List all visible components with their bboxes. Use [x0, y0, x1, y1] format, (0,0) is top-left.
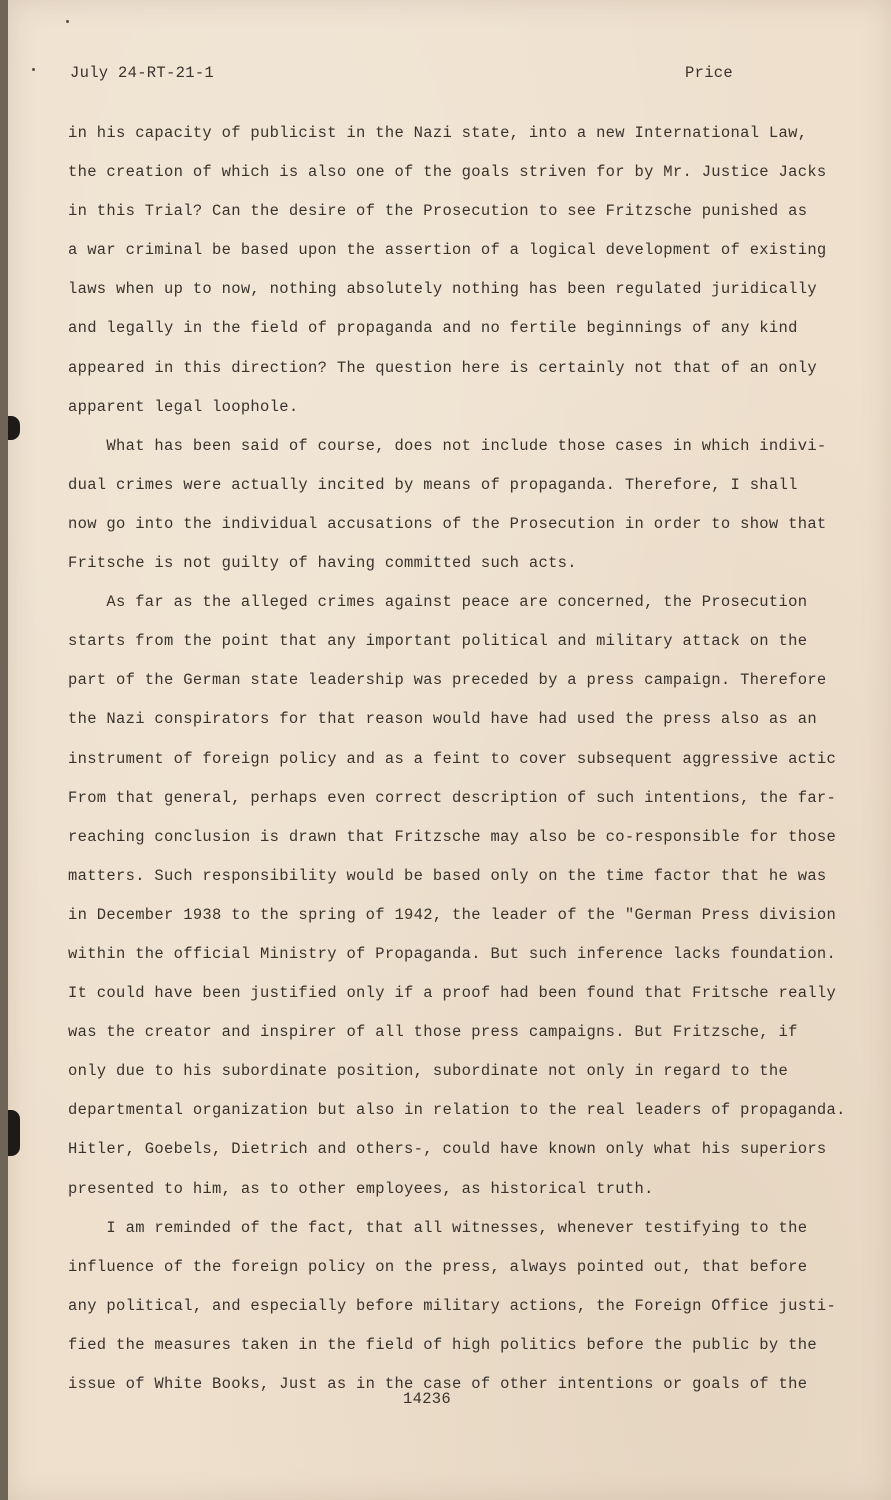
text-line: I am reminded of the fact, that all witnesses, whenever testifying to the	[68, 1218, 808, 1237]
text-line: any political, and especially before military actions, the Foreign Office justi-	[68, 1296, 837, 1315]
text-line: the Nazi conspirators for that reason would have had used the press also as an	[68, 710, 817, 729]
text-line: and legally in the field of propaganda and no fertile beginnings of any kind	[68, 319, 798, 338]
text-line: the creation of which is also one of the goals striven for by Mr. Justice Jacks	[68, 163, 827, 182]
text-line: part of the German state leadership was preceded by a press campaign. Therefore	[68, 671, 827, 690]
text-line: laws when up to now, nothing absolutely nothing has been regulated juridically	[68, 280, 817, 299]
text-line: issue of White Books, Just as in the case of other intentions or goals of the	[68, 1375, 808, 1393]
text-line: departmental organization but also in relation to the real leaders of propaganda.	[68, 1101, 846, 1120]
document-reference: July 24-RT-21-1	[70, 64, 215, 82]
text-line: apparent legal loophole.	[68, 397, 299, 416]
text-line: in December 1938 to the spring of 1942, the leader of the "German Press division	[68, 905, 837, 924]
text-line: As far as the alleged crimes against peace are concerned, the Prosecution	[68, 593, 808, 612]
text-line: was the creator and inspirer of all those press campaigns. But Fritzsche, if	[68, 1023, 798, 1042]
text-line: starts from the point that any important political and military attack on the	[68, 632, 808, 651]
text-line: fied the measures taken in the field of high politics before the public by the	[68, 1335, 817, 1354]
text-line: matters. Such responsibility would be based only on the time factor that he was	[68, 866, 827, 885]
text-line: What has been said of course, does not include those cases in which indivi-	[68, 436, 827, 455]
ink-speck	[66, 20, 69, 23]
text-line: presented to him, as to other employees, as historical truth.	[68, 1179, 654, 1198]
text-line: reaching conclusion is drawn that Fritzsche may also be co-responsible for those	[68, 827, 837, 846]
document-page	[8, 0, 891, 1500]
text-line: now go into the individual accusations of the Prosecution in order to show that	[68, 514, 827, 533]
text-line: in his capacity of publicist in the Nazi state, into a new International Law,	[68, 124, 808, 142]
text-line: appeared in this direction? The question here is certainly not that of an only	[68, 358, 817, 377]
page-number: 14236	[403, 1390, 452, 1408]
text-line: only due to his subordinate position, subordinate not only in regard to the	[68, 1062, 789, 1081]
body-text	[68, 121, 848, 1411]
speaker-name: Price	[685, 64, 734, 82]
ink-speck	[32, 68, 35, 71]
text-line: dual crimes were actually incited by means of propaganda. Therefore, I shall	[68, 475, 798, 494]
text-line: within the official Ministry of Propaganda. But such inference lacks foundation.	[68, 944, 837, 963]
text-line: in this Trial? Can the desire of the Prosecution to see Fritzsche punished as	[68, 202, 808, 221]
text-line: It could have been justified only if a proof had been found that Fritsche really	[68, 984, 837, 1003]
text-line: From that general, perhaps even correct description of such intentions, the far-	[68, 788, 837, 807]
text-line: instrument of foreign policy and as a feint to cover subsequent aggressive actic	[68, 749, 837, 768]
punch-hole-lower	[8, 1110, 20, 1156]
text-line: Fritsche is not guilty of having committed such acts.	[68, 554, 577, 573]
punch-hole-upper	[8, 416, 20, 440]
text-line: Hitler, Goebels, Dietrich and others-, could have known only what his superiors	[68, 1140, 827, 1159]
text-line: influence of the foreign policy on the press, always pointed out, that before	[68, 1257, 808, 1276]
text-line: a war criminal be based upon the assertion of a logical development of existing	[68, 241, 827, 260]
